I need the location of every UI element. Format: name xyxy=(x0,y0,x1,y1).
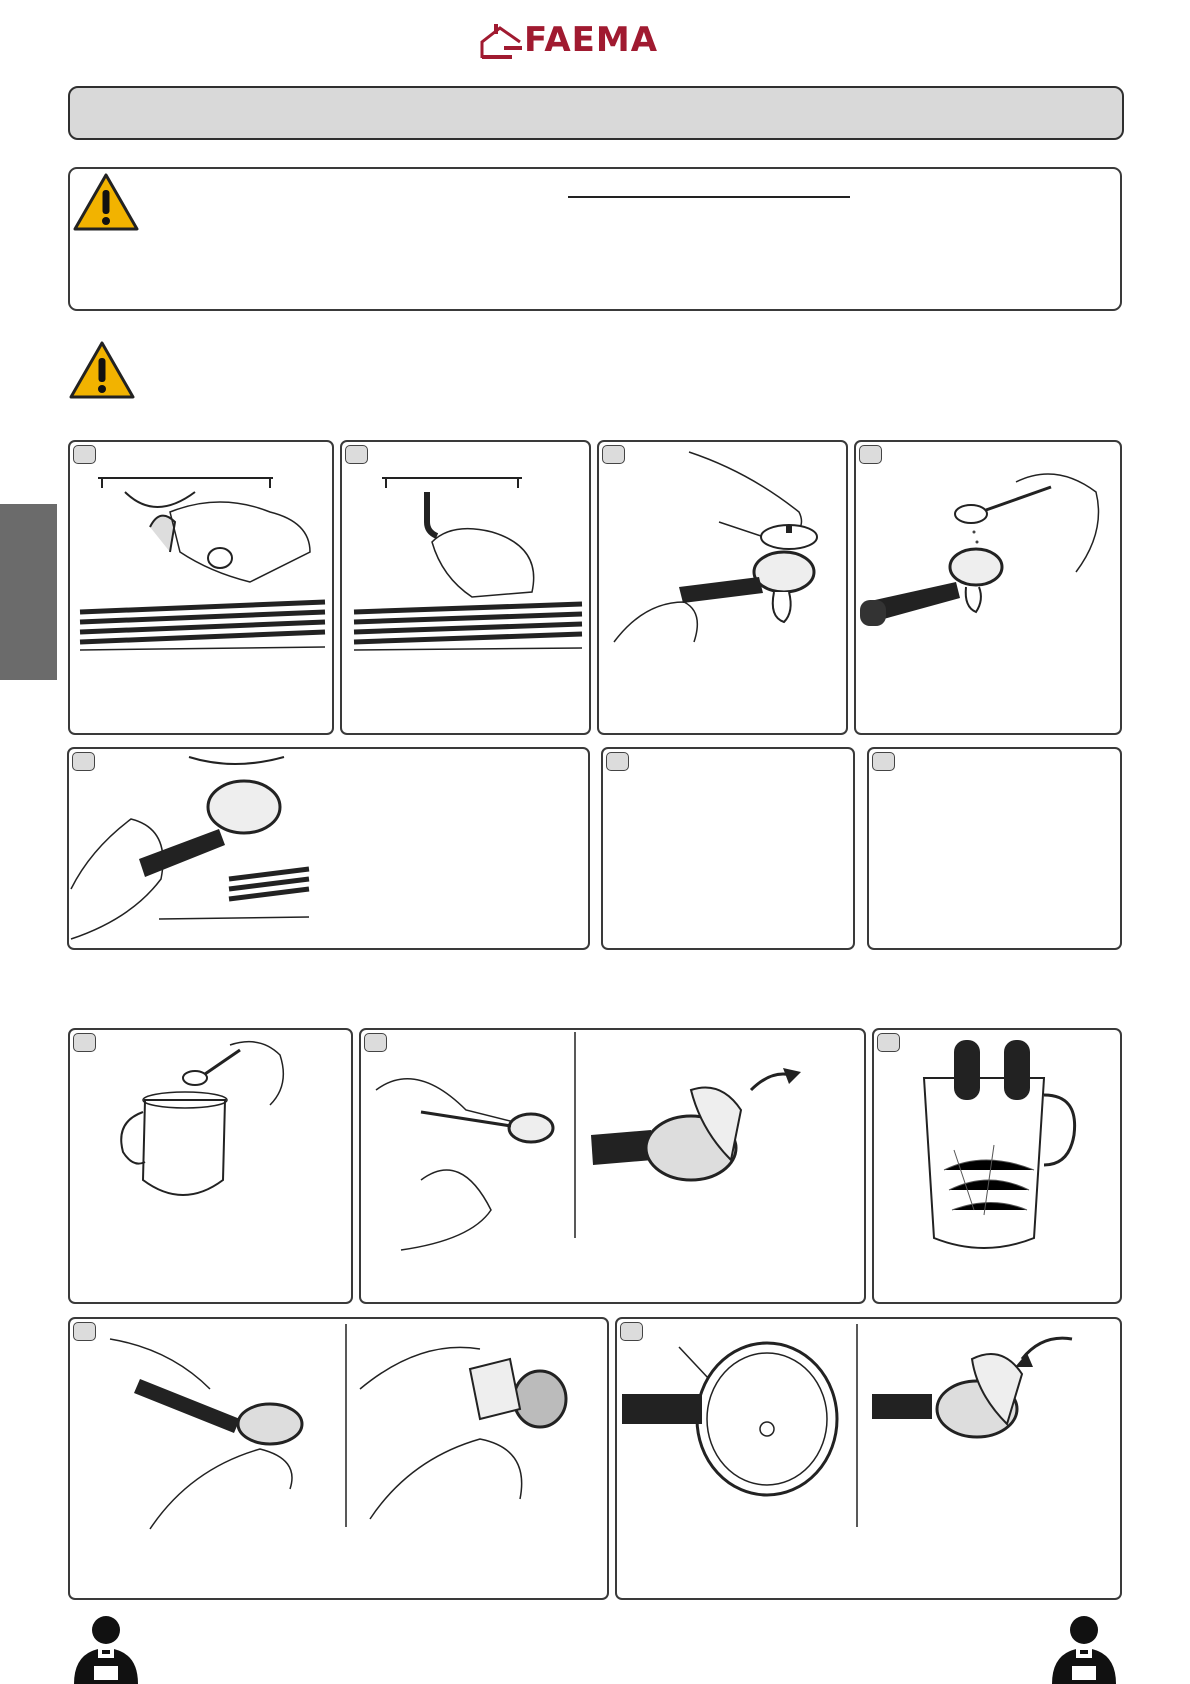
step-number-badge xyxy=(73,1033,96,1052)
step-number-badge xyxy=(345,445,368,464)
step-number-badge xyxy=(606,752,629,771)
illustration-filter-reinsert xyxy=(617,1319,1120,1598)
step-panel-12 xyxy=(615,1317,1122,1600)
side-chapter-tab xyxy=(0,504,57,680)
step-number-badge xyxy=(602,445,625,464)
illustration-filter-holder-removal xyxy=(70,442,332,733)
warning-triangle-icon xyxy=(68,340,136,400)
section-title-bar xyxy=(68,86,1124,140)
step-panel-9 xyxy=(359,1028,866,1304)
step-panel-5 xyxy=(67,747,590,950)
brand-name: FAEMA xyxy=(524,20,659,60)
illustration-group-head-rinse xyxy=(342,442,589,733)
step-number-badge xyxy=(72,752,95,771)
illustration-filter-holder-insert xyxy=(69,749,588,948)
step-number-badge xyxy=(620,1322,643,1341)
step-panel-10 xyxy=(872,1028,1122,1304)
step-panel-1 xyxy=(68,440,334,735)
step-number-badge xyxy=(877,1033,900,1052)
illustration-soak-in-jug xyxy=(874,1030,1120,1302)
warning-triangle-icon xyxy=(72,172,140,232)
step-panel-8 xyxy=(68,1028,353,1304)
barista-icon xyxy=(70,1614,142,1684)
step-panel-2 xyxy=(340,440,591,735)
illustration-detergent-spoon xyxy=(856,442,1120,733)
step-number-badge xyxy=(859,445,882,464)
barista-icon xyxy=(1048,1614,1120,1684)
step-number-badge xyxy=(73,1322,96,1341)
warning-underline xyxy=(568,196,850,198)
illustration-brush-clean xyxy=(70,1319,607,1598)
warning-box xyxy=(68,167,1122,311)
step-panel-7 xyxy=(867,747,1122,950)
step-panel-3 xyxy=(597,440,848,735)
step-number-badge xyxy=(364,1033,387,1052)
roof-logo-icon xyxy=(480,22,524,62)
step-number-badge xyxy=(872,752,895,771)
step-number-badge xyxy=(73,445,96,464)
brand-logo xyxy=(480,22,712,64)
illustration-blind-filter-insert xyxy=(599,442,846,733)
step-panel-6 xyxy=(601,747,855,950)
step-panel-4 xyxy=(854,440,1122,735)
step-panel-11 xyxy=(68,1317,609,1600)
illustration-spring-removal xyxy=(361,1030,864,1302)
illustration-detergent-in-jug xyxy=(70,1030,351,1302)
